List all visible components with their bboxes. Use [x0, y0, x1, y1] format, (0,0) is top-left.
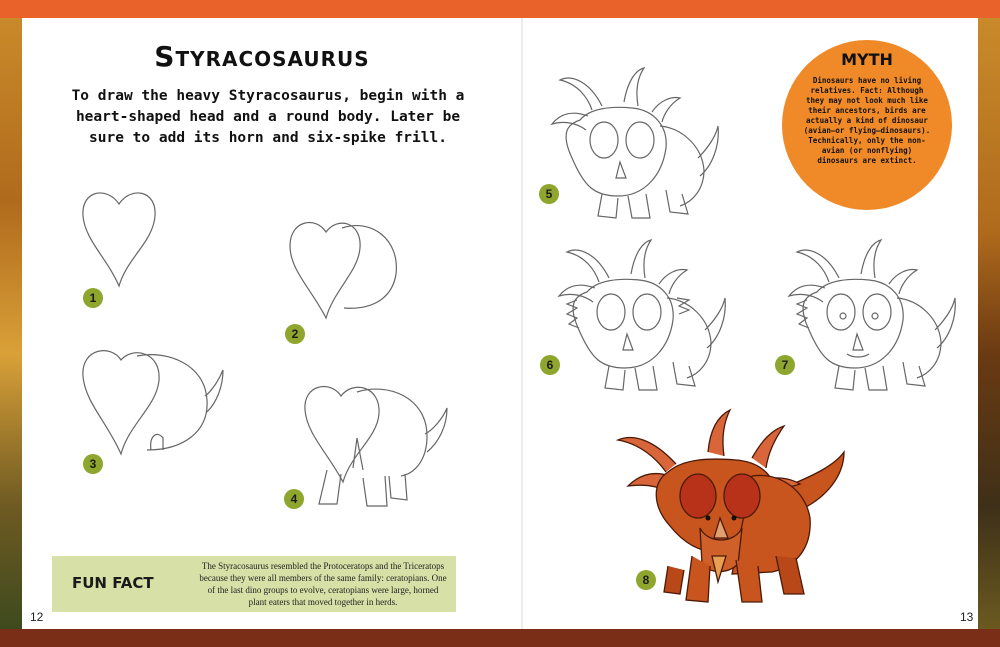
step-6-sketch [537, 238, 737, 398]
fun-fact-text: The Styracosaurus resembled the Protoceratops and the Triceratops because they were all members of the same family: ceratopians. One of the last dino groups to evolve, ceratopians were large, horned plant eaters that moved together in herds. [199, 561, 447, 607]
step-badge-8: 8 [636, 570, 656, 590]
step-badge-6: 6 [540, 355, 560, 375]
step-5-sketch [532, 66, 732, 226]
book-spine [521, 18, 523, 629]
right-page-edge-texture [978, 18, 1000, 629]
myth-title: MYTH [841, 50, 893, 69]
step-2-sketch [282, 210, 407, 325]
step-7-sketch [767, 238, 967, 398]
step-badge-5: 5 [539, 184, 559, 204]
step-badge-3: 3 [83, 454, 103, 474]
left-page-edge-texture [0, 18, 22, 629]
fun-fact-label: FUN FACT [72, 574, 154, 592]
bottom-border [0, 629, 1000, 647]
myth-callout [782, 40, 952, 210]
fun-fact-box [52, 556, 456, 612]
step-badge-1: 1 [83, 288, 103, 308]
page-number-left: 12 [30, 610, 44, 624]
top-border [0, 0, 1000, 18]
step-badge-7: 7 [775, 355, 795, 375]
page-number-right: 13 [960, 610, 974, 624]
step-4-sketch [297, 378, 457, 513]
book-spread [22, 18, 978, 629]
intro-text: To draw the heavy Styracosaurus, begin with a heart-shaped head and a round body. Later be sure to add its horn and six-spike frill. [71, 88, 465, 146]
step-badge-4: 4 [284, 489, 304, 509]
step-3-sketch [77, 346, 227, 461]
page-title: Styracosaurus [154, 40, 370, 73]
myth-text: Dinosaurs have no living relatives. Fact: Although they may not look much like their ancestors, birds are actually a kind of dinosaur (avian—or flying—dinosaurs). Technically, only the non-avian (or nonflying) dinosaurs are extinct. [803, 76, 931, 165]
step-badge-2: 2 [285, 324, 305, 344]
step-1-sketch [77, 186, 162, 291]
